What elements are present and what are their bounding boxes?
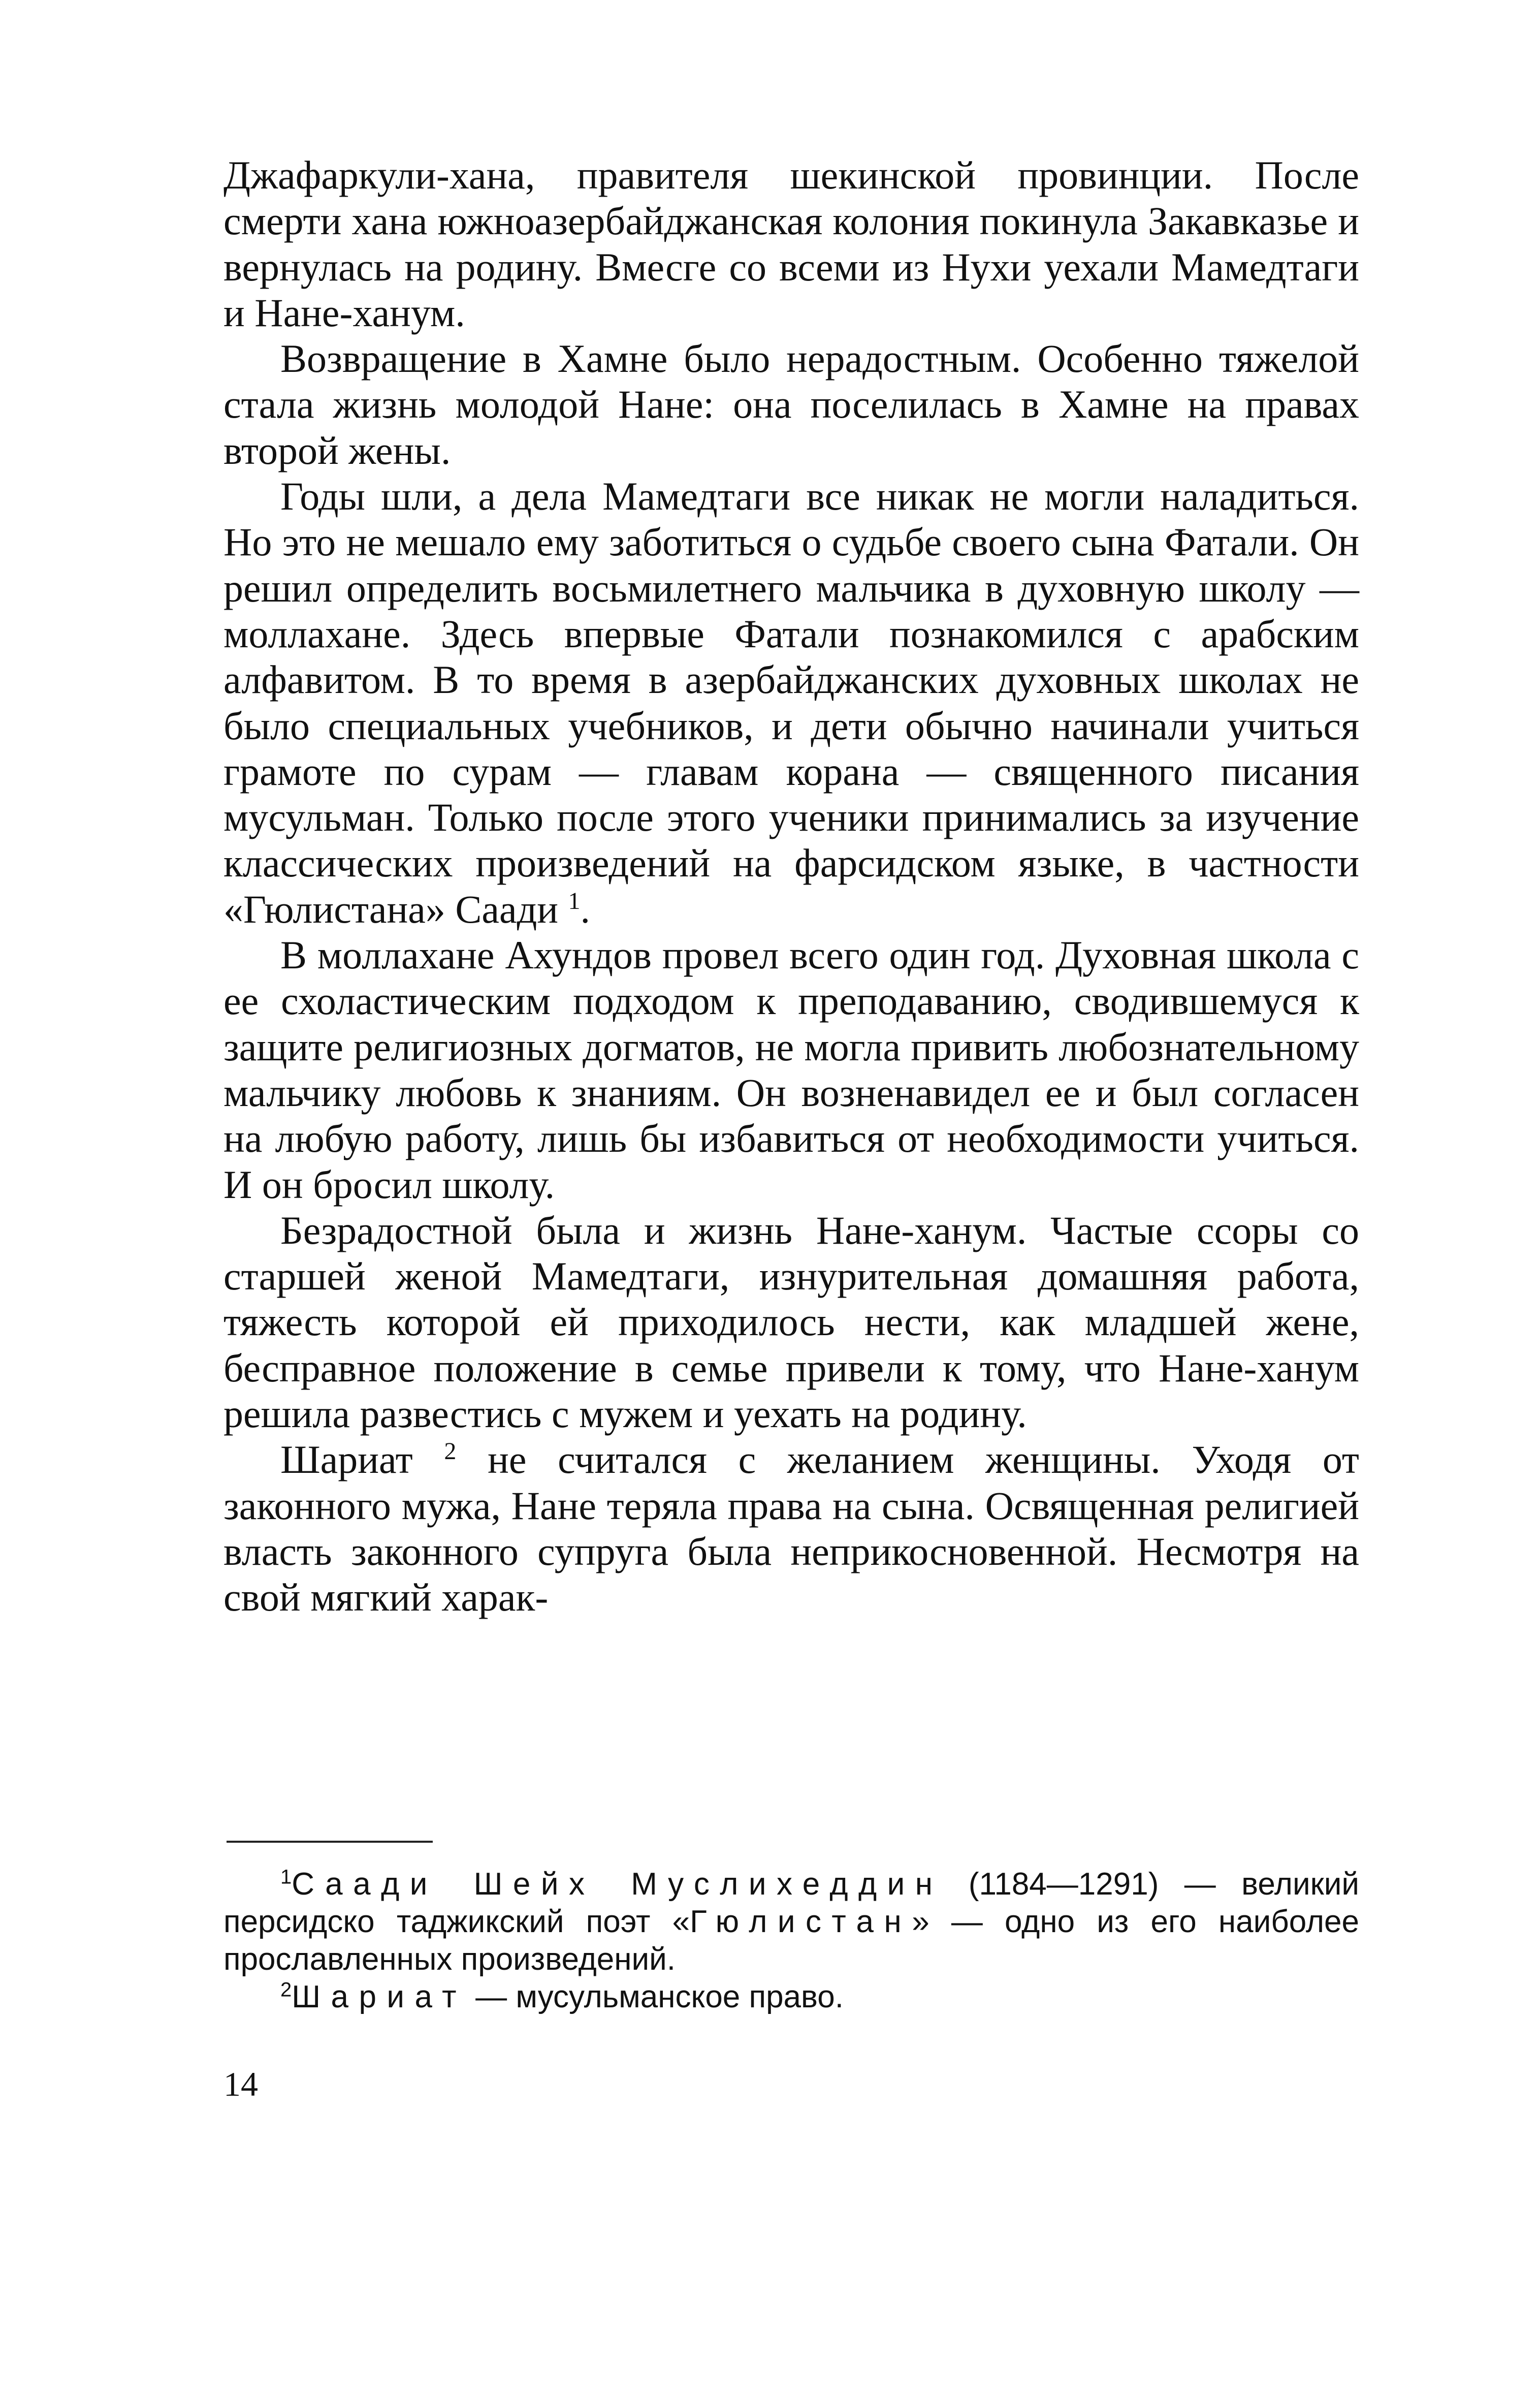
paragraph <box>223 152 1359 336</box>
spaced-term: Гюлистан <box>690 1904 912 1939</box>
spaced-term: Саади Шейх Муслихеддин <box>292 1867 943 1902</box>
paragraph <box>223 1437 1359 1620</box>
main-text <box>223 152 1359 1621</box>
text-run: Шариат <box>280 1437 444 1482</box>
footnote-separator <box>227 1841 433 1843</box>
text-run: не считался с желанием женщины. Уходя от законного мужа, Нане теряла права на сына. Освященная религией власть законного супруга была неприкосновенной. Несмотря на свой мягкий харак- <box>223 1437 1359 1620</box>
footnote-marker: 1 <box>568 887 581 915</box>
text-run: (1184—1291) — великий персидско таджикский поэт « <box>223 1867 1359 1939</box>
text-run: Возвращение в Хамне было нерадостным. Особенно тяжелой стала жизнь молодой Нане: она поселилась в Хамне на правах второй жены. <box>223 336 1359 472</box>
footnotes <box>223 1866 1359 2016</box>
text-run: — мусульманское право. <box>466 1979 844 2014</box>
paragraph <box>223 474 1359 932</box>
paragraph <box>223 932 1359 1208</box>
text-run: Джафаркули-хана, правителя шекинской провинции. После смерти хана южноазербайджанская колония покинула Закавказье и вернулась на родину. Вмесге со всеми из Нухи уехали Мамедтаги и Нане-ханум. <box>223 153 1359 335</box>
footnote <box>223 1978 1359 2016</box>
text-run: В моллахане Ахундов провел всего один год. Духовная школа с ее схоластическим подходом к преподаванию, сводившемуся к защите религиозных догматов, не могла привить любознательному мальчику любовь к знаниям. Он возненавидел ее и был согласен на любую работу, лишь бы избавиться от необходимости учиться. И он бросил школу. <box>223 933 1359 1207</box>
footnote-marker: 2 <box>280 1978 292 2001</box>
text-run: Безрадостной была и жизнь Нане-ханум. Частые ссоры со старшей женой Мамедтаги, изнурительная домашняя работа, тяжесть которой ей приходилось нести, как младшей жене, бесправное положение в семье привели к тому, что Нане-ханум решила развестись с мужем и уехать на родину. <box>223 1208 1359 1436</box>
text-run: » — одно из его наиболее прославленных произведений. <box>223 1904 1359 1977</box>
paragraph <box>223 1208 1359 1437</box>
footnote-marker: 1 <box>280 1866 292 1888</box>
footnote <box>223 1866 1359 1978</box>
footnote-marker: 2 <box>444 1438 457 1465</box>
text-run: . <box>580 887 591 931</box>
spaced-term: Шариат <box>292 1979 467 2014</box>
page-number: 14 <box>223 2065 258 2103</box>
text-run: Годы шли, а дела Мамедтаги все никак не могли наладиться. Но это не мешало ему заботиться о судьбе своего сына Фатали. Он решил определить восьмилетнего мальчика в духовную школу — моллахане. Здесь впервые Фатали познакомился с арабским алфавитом. В то время в азербайджанских духовных школах не было специальных учебников, и дети обычно начинали учиться грамоте по сурам — главам корана — священного писания мусульман. Только после этого ученики принимались за изучение классических произведений на фарсидском языке, в частности «Гюлистана» Саади <box>223 474 1359 931</box>
paragraph <box>223 336 1359 474</box>
